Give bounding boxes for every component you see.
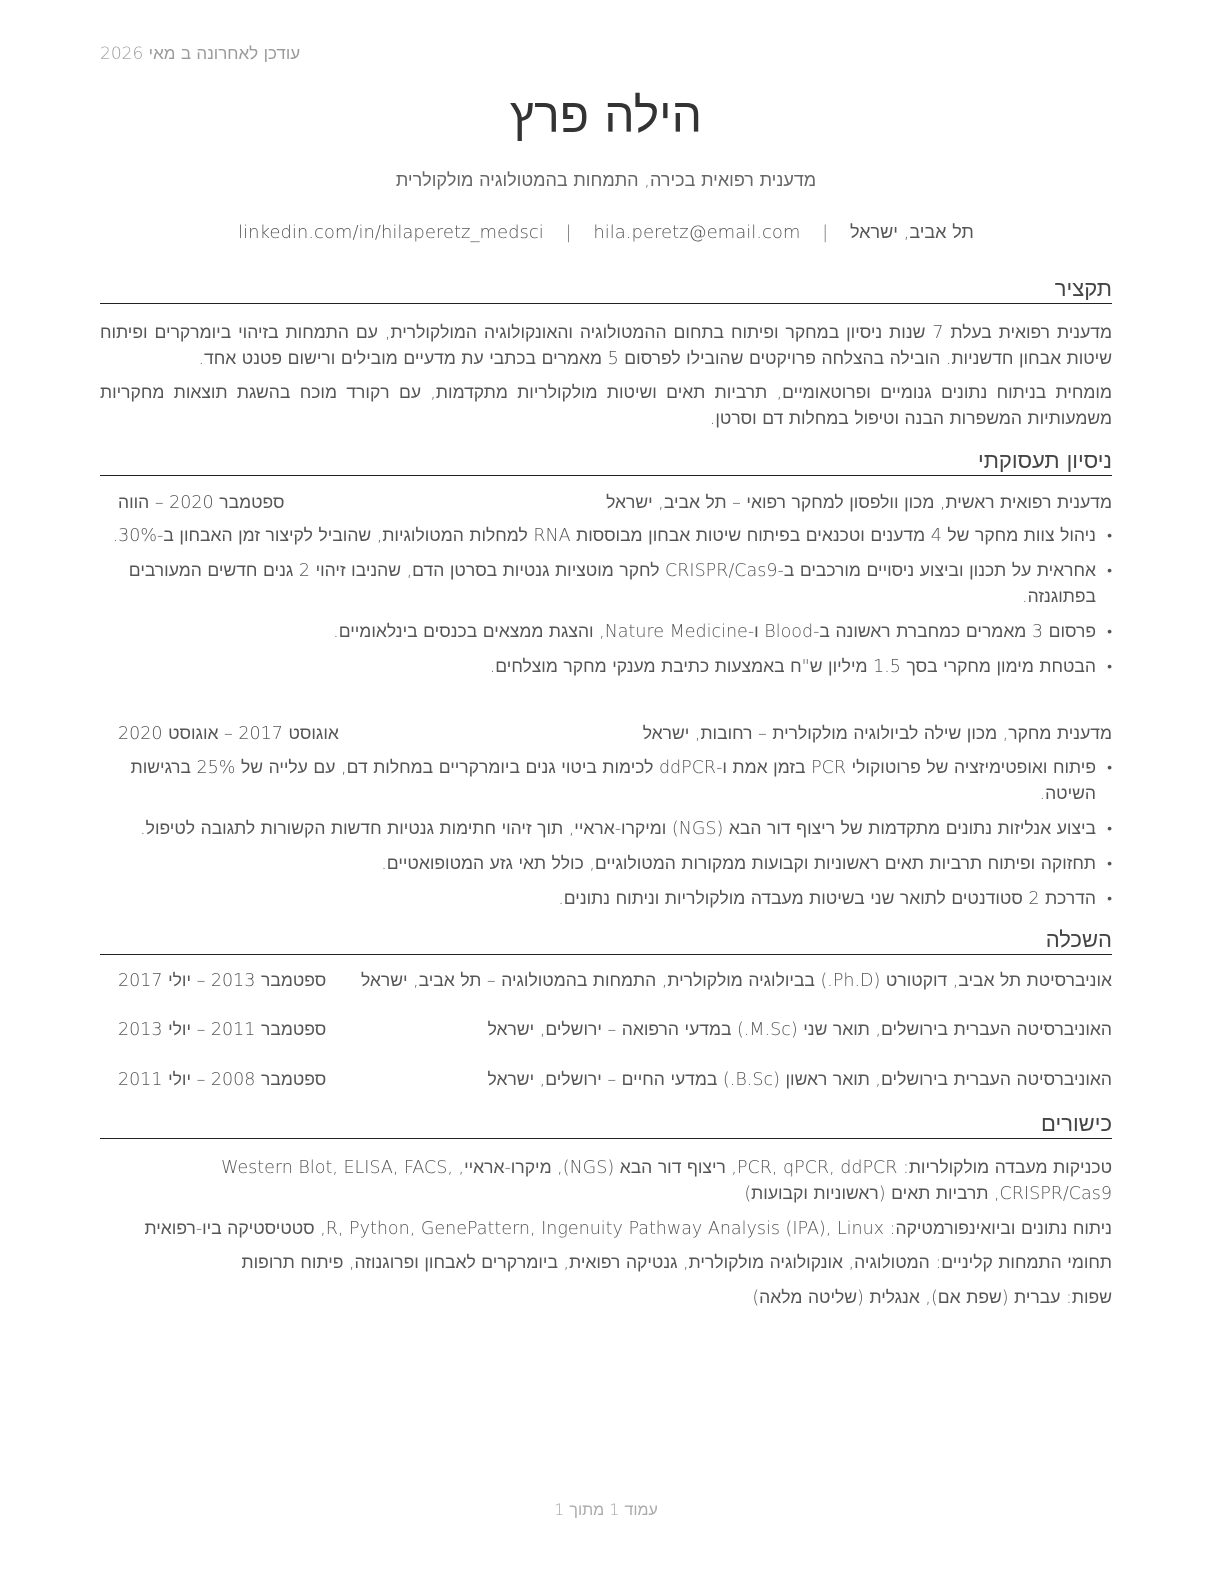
job-role: מדענית רפואית ראשית, מכון וולפסון למחקר רפואי – תל אביב, ישראל [606,493,1112,513]
job-bullet: • הבטחת מימון מחקרי בסך 1.5 מיליון ש"ח באמצעות כתיבת מענקי מחקר מוצלחים. [100,654,1096,680]
job-role: מדענית מחקר, מכון שילה לביולוגיה מולקולרית – רחובות, ישראל [642,724,1112,744]
section-title-skills: כישורים [100,1111,1112,1139]
contact-linkedin[interactable]: linkedin.com/in/hilaperetz_medsci [238,222,544,243]
education-item [100,1019,1112,1045]
education-degree: האוניברסיטה העברית בירושלים, תואר שני (M.Sc.) במדעי הרפואה – ירושלים, ישראל [487,1020,1112,1040]
section-title-education: השכלה [100,927,1112,955]
skill-clinical: תחומי התמחות קליניים: המטולוגיה, אונקולוגיה מולקולרית, גנטיקה רפואית, ביומרקרים לאבחון ופרוגנוזה, פיתוח תרופות [241,1253,1112,1273]
summary-paragraph-1: מדענית רפואית בעלת 7 שנות ניסיון במחקר ופיתוח בתחום ההמטולוגיה והאונקולוגיה המולקולרית, עם התמחות בזיהוי ביומרקרים ופיתוח שיטות אבחון חדשניות. הובילה בהצלחה פרויקטים שהובילו לפרסום 5 מאמרים בכתבי עת מדעיים מובילים ורישום פטנט אחד. [100,323,1112,369]
job-bullets [100,523,1112,689]
contact-location: תל אביב, ישראל [849,222,974,243]
education-dates: ספטמבר 2013 – יולי 2017 [118,971,327,991]
education-dates: ספטמבר 2011 – יולי 2013 [118,1020,327,1040]
job-bullet: • פיתוח ואופטימיזציה של פרוטוקולי PCR בזמן אמת ו-ddPCR לכימות ביטוי גנים ביומרקריים במחלות דם, עם עלייה של 25% ברגישות השיטה. [100,755,1096,807]
last-updated: עודכן לאחרונה ב מאי 2026 [100,44,301,64]
job-dates: אוגוסט 2017 – אוגוסט 2020 [118,724,339,744]
job-dates: ספטמבר 2020 – הווה [118,493,285,513]
education-dates: ספטמבר 2008 – יולי 2011 [118,1070,327,1090]
section-title-summary: תקציר [100,276,1112,304]
education-degree: אוניברסיטת תל אביב, דוקטורט (Ph.D.) בביולוגיה מולקולרית, התמחות בהמטולוגיה – תל אביב, ישראל [360,971,1112,991]
candidate-subtitle: מדענית רפואית בכירה, התמחות בהמטולוגיה מולקולרית [395,170,817,191]
job-bullet: • ביצוע אנליזות נתונים מתקדמות של ריצוף דור הבא (NGS) ומיקרו-אראיי, תוך זיהוי חתימות גנטיות חדשות הקשורות לתגובה לטיפול. [100,816,1096,842]
education-degree: האוניברסיטה העברית בירושלים, תואר ראשון (B.Sc.) במדעי החיים – ירושלים, ישראל [487,1070,1112,1090]
skill-languages: שפות: עברית (שפת אם), אנגלית (שליטה מלאה) [752,1288,1112,1308]
contact-separator: | [565,222,572,243]
job-header [100,492,1112,518]
candidate-name: הילה פרץ [509,88,703,144]
contact-email[interactable]: hila.peretz@email.com [593,222,801,243]
education-item [100,970,1112,996]
job-bullet: • אחראית על תכנון וביצוע ניסויים מורכבים ב-CRISPR/Cas9 לחקר מוטציות גנטיות בסרטן הדם, שהניבו זיהוי 2 גנים חדשים המעורבים בפתוגנזה. [100,558,1096,610]
job-bullet: • הדרכת 2 סטודנטים לתואר שני בשיטות מעבדה מולקולריות וניתוח נתונים. [100,886,1096,912]
job-header [100,723,1112,749]
skill-lab-techniques: טכניקות מעבדה מולקולריות: PCR, qPCR, ddPCR, ריצוף דור הבא (NGS), מיקרו-אראיי, Western Blot, ELISA, FACS, CRISPR/Cas9, תרביות תאים (ראשוניות וקבועות) [221,1158,1112,1204]
resume-page [100,0,1112,1584]
contact-separator: | [822,222,829,243]
section-title-experience: ניסיון תעסוקתי [100,448,1112,476]
job-bullet: • תחזוקה ופיתוח תרביות תאים ראשוניות וקבועות ממקורות המטולוגיים, כולל תאי גזע המטופואטיים. [100,851,1096,877]
contact-line [100,222,1112,243]
education-item [100,1069,1112,1095]
job-bullet: • פרסום 3 מאמרים כמחברת ראשונה ב-Blood ו-Nature Medicine, והצגת ממצאים בכנסים בינלאומיים. [100,619,1096,645]
page-number: עמוד 1 מתוך 1 [554,1500,658,1519]
summary-paragraph-2: מומחית בניתוח נתונים גנומיים ופרוטאומיים, תרביות תאים ושיטות מולקולריות מתקדמות, עם רקורד מוכח בהשגת תוצאות מחקריות משמעותיות המשפרות הבנה וטיפול במחלות דם וסרטן. [100,383,1112,429]
skill-bioinformatics: ניתוח נתונים וביואינפורמטיקה: R, Python, GenePattern, Ingenuity Pathway Analysis (IPA), Linux, סטטיסטיקה ביו-רפואית [144,1219,1112,1239]
job-bullets [100,755,1112,921]
job-bullet: • ניהול צוות מחקר של 4 מדענים וטכנאים בפיתוח שיטות אבחון מבוססות RNA למחלות המטולוגיות, שהוביל לקיצור זמן האבחון ב-30%. [100,523,1096,549]
